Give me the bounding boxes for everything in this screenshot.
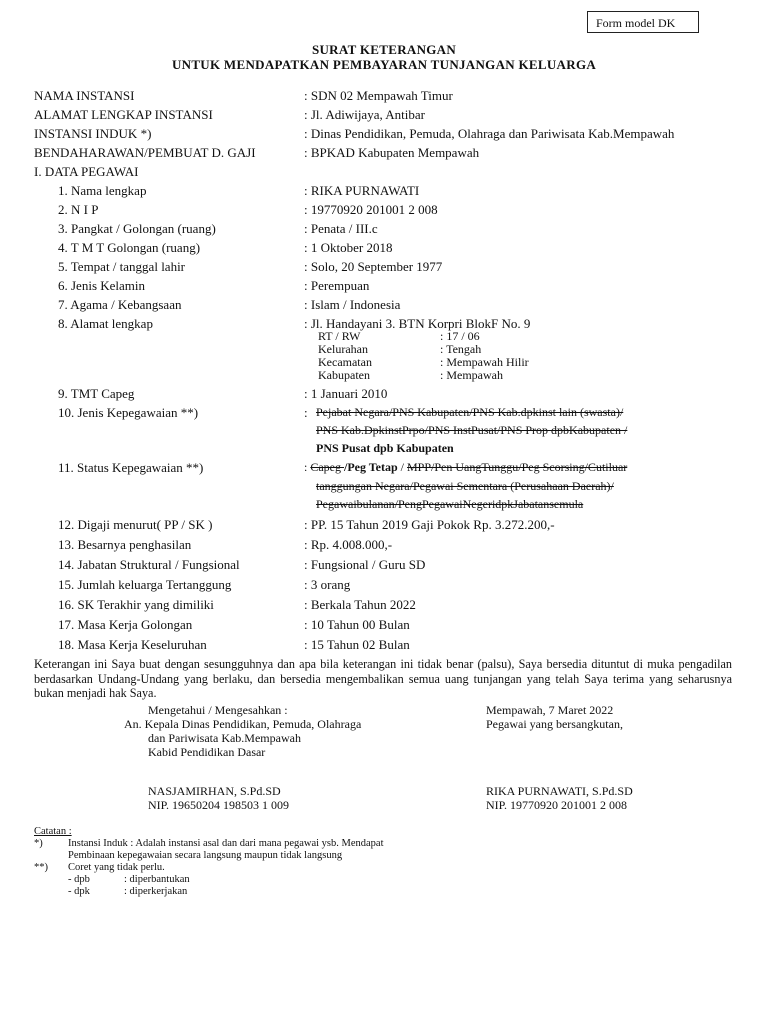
kabupaten-value: : Mempawah: [440, 368, 503, 382]
item-value: : Jl. Handayani 3. BTN Korpri BlokF No. 9: [304, 316, 531, 331]
left-sign-line-1: An. Kepala Dinas Pendidikan, Pemuda, Olahraga: [124, 717, 362, 731]
item-label: 14. Jabatan Struktural / Fungsional: [58, 557, 240, 572]
kecamatan-value: : Mempawah Hilir: [440, 355, 529, 369]
section-data-pegawai: I. DATA PEGAWAI: [34, 164, 139, 179]
jenis-colon: :: [304, 405, 308, 420]
instansi-induk-label: INSTANSI INDUK *): [34, 126, 152, 141]
status-mpp: MPP/Pen UangTunggu/Peg Scorsing/Cutiluar: [407, 460, 628, 474]
rt-rw-label: RT / RW: [318, 329, 361, 343]
status-separator: /: [397, 460, 408, 474]
left-signer-nip: NIP. 19650204 198503 1 009: [148, 798, 290, 812]
right-signer-nip: NIP. 19770920 201001 2 008: [486, 798, 628, 812]
note-1-text: Instansi Induk : Adalah instansi asal dan dari mana pegawai ysb. Mendapat: [68, 838, 384, 849]
jenis-line-3: PNS Pusat dpb Kabupaten: [316, 441, 454, 455]
bendahara-label: BENDAHARAWAN/PEMBUAT D. GAJI: [34, 145, 256, 160]
note-1-text-2: Pembinaan kepegawaian secara langsung maupun tidak langsung: [68, 850, 343, 861]
item-label: 8. Alamat lengkap: [58, 316, 153, 331]
item-label: 9. TMT Capeg: [58, 386, 135, 401]
status-line-1: [304, 460, 627, 475]
document-subtitle: UNTUK MENDAPATKAN PEMBAYARAN TUNJANGAN KELUARGA: [171, 57, 597, 72]
status-capeg: Capeg: [310, 460, 344, 474]
jenis-line-2: PNS Kab.DpkinstPrpo/PNS InstPusat/PNS Prop dpbKabupaten /: [316, 423, 628, 437]
item-value: : 10 Tahun 00 Bulan: [304, 617, 410, 632]
note-2-mark: **): [34, 862, 48, 873]
note-dpb-value: : diperbantukan: [124, 874, 190, 885]
document-title: SURAT KETERANGAN: [311, 42, 457, 57]
right-sign-title: Pegawai yang bersangkutan,: [486, 717, 623, 731]
left-signer-name: NASJAMIRHAN, S.Pd.SD: [148, 784, 281, 798]
kelurahan-value: : Tengah: [440, 342, 482, 356]
item-value: : Fungsional / Guru SD: [304, 557, 426, 572]
left-sign-line-2: dan Pariwisata Kab.Mempawah: [148, 731, 301, 745]
note-dpb-key: - dpb: [68, 874, 90, 885]
statement-paragraph: Keterangan ini Saya buat dengan sesungguhnya dan apa bila keterangan ini tidak benar (palsu), Saya bersedia dituntut di muka pengadilan berdasarkan Undang-Undang yang berlaku, dan bersedia mengembalikan semua uang tunjangan yang telah Saya terima yang seharusnya bukan menjadi hak Saya.: [34, 657, 732, 700]
right-sign-place-date: Mempawah, 7 Maret 2022: [486, 703, 614, 717]
status-peg-tetap: /Peg Tetap: [344, 460, 398, 474]
form-model-label: Form model DK: [587, 11, 699, 33]
item-label: 12. Digaji menurut( PP / SK ): [58, 517, 213, 532]
item-value: : 19770920 201001 2 008: [304, 202, 438, 217]
item-value: : Solo, 20 September 1977: [304, 259, 443, 274]
item-label: 3. Pangkat / Golongan (ruang): [58, 221, 216, 236]
item-value: : Rp. 4.008.000,-: [304, 537, 393, 552]
kabupaten-label: Kabupaten: [318, 368, 370, 382]
item-value: : 3 orang: [304, 577, 351, 592]
note-dpk-key: - dpk: [68, 886, 90, 897]
item-label: 5. Tempat / tanggal lahir: [58, 259, 186, 274]
notes-title: Catatan :: [34, 826, 72, 837]
item-label: 4. T M T Golongan (ruang): [58, 240, 201, 255]
item-value: : 15 Tahun 02 Bulan: [304, 637, 410, 652]
item-label: 7. Agama / Kebangsaan: [58, 297, 182, 312]
note-dpk-value: : diperkerjakan: [124, 886, 188, 897]
note-1-mark: *): [34, 838, 43, 849]
item-value: : Penata / III.c: [304, 221, 378, 236]
nama-instansi-value: : SDN 02 Mempawah Timur: [304, 88, 453, 103]
note-2-text: Coret yang tidak perlu.: [68, 862, 165, 873]
kecamatan-label: Kecamatan: [318, 355, 372, 369]
rt-rw-value: : 17 / 06: [440, 329, 480, 343]
item-value: : Berkala Tahun 2022: [304, 597, 416, 612]
instansi-induk-value: : Dinas Pendidikan, Pemuda, Olahraga dan Pariwisata Kab.Mempawah: [304, 126, 675, 141]
item-label: 11. Status Kepegawaian **): [58, 460, 204, 475]
status-colon: :: [304, 460, 308, 474]
item-label: 6. Jenis Kelamin: [58, 278, 146, 293]
item-value: : 1 Oktober 2018: [304, 240, 393, 255]
item-value: : Islam / Indonesia: [304, 297, 401, 312]
item-label: 10. Jenis Kepegawaian **): [58, 405, 199, 420]
right-signer-name: RIKA PURNAWATI, S.Pd.SD: [486, 784, 633, 798]
item-label: 17. Masa Kerja Golongan: [58, 617, 193, 632]
item-label: 2. N I P: [58, 202, 99, 217]
jenis-line-1: Pejabat Negara/PNS Kabupaten/PNS Kab.dpkinst lain (swasta)/: [316, 405, 624, 419]
item-label: 18. Masa Kerja Keseluruhan: [58, 637, 207, 652]
item-label: 16. SK Terakhir yang dimiliki: [58, 597, 214, 612]
item-label: 1. Nama lengkap: [58, 183, 147, 198]
alamat-instansi-value: : Jl. Adiwijaya, Antibar: [304, 107, 425, 122]
kelurahan-label: Kelurahan: [318, 342, 368, 356]
item-value: : 1 Januari 2010: [304, 386, 388, 401]
item-value: : Perempuan: [304, 278, 370, 293]
item-label: 15. Jumlah keluarga Tertanggung: [58, 577, 232, 592]
status-line-3: Pegawaibulanan/PengPegawaiNegeridpkJabatansemula: [316, 497, 584, 511]
nama-instansi-label: NAMA INSTANSI: [34, 88, 135, 103]
status-line-2: tanggungan Negara/Pegawai Sementara (Perusahaan Daerah)/: [316, 479, 614, 493]
left-sign-title: Mengetahui / Mengesahkan :: [148, 703, 288, 717]
item-value: : RIKA PURNAWATI: [304, 183, 420, 198]
bendahara-value: : BPKAD Kabupaten Mempawah: [304, 145, 480, 160]
item-label: 13. Besarnya penghasilan: [58, 537, 192, 552]
left-sign-line-3: Kabid Pendidikan Dasar: [148, 745, 266, 759]
item-value: : PP. 15 Tahun 2019 Gaji Pokok Rp. 3.272.200,-: [304, 517, 555, 532]
alamat-instansi-label: ALAMAT LENGKAP INSTANSI: [34, 107, 213, 122]
